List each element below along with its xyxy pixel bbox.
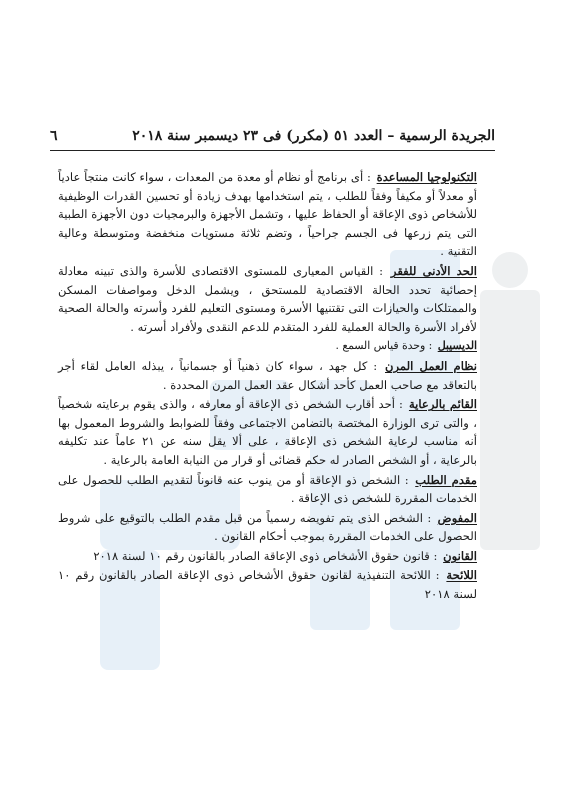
page-number: ٦ bbox=[50, 128, 58, 144]
definition-term: المفوض bbox=[437, 510, 477, 525]
definition-entry bbox=[58, 168, 477, 261]
definition-entry bbox=[58, 566, 477, 603]
definition-term: التكنولوجيا المساعدة bbox=[376, 170, 478, 184]
definitions-list bbox=[58, 168, 477, 605]
definition-text: : قانون حقوق الأشخاص ذوى الإعاقة الصادر بالقانون رقم ١٠ لسنة ٢٠١٨ bbox=[93, 548, 438, 563]
definition-text: : وحدة قياس السمع . bbox=[335, 339, 433, 353]
definition-entry bbox=[58, 509, 477, 546]
definition-entry bbox=[58, 395, 477, 469]
definition-entry bbox=[58, 262, 477, 336]
header-title: الجريدة الرسمية – العدد ٥١ (مكرر) فى ٢٣ ديسمبر سنة ٢٠١٨ bbox=[132, 128, 495, 144]
definition-text: : أحد أقارب الشخص ذى الإعاقة أو معارفه ، والذى يقوم برعايته شخصياً ، والتى ترى الوزارة المختصة بالتضامن الاجتماعى وفقاً للضوابط والشروط المعمول بها أنه مناسب لرعاية الشخص ذى الإعاقة ، على ألا يقل سنه عن ٢١ عاماً عند تكليفه بالرعاية ، أو الشخص الصادر له حكم قضائى أو قرار من النيابة العامة بالرعاية . bbox=[58, 397, 477, 467]
definition-term: مقدم الطلب bbox=[415, 472, 477, 487]
definition-entry bbox=[58, 337, 477, 356]
definition-term: الديسيبل bbox=[437, 339, 477, 353]
page-header bbox=[50, 128, 495, 151]
definition-term: الحد الأدنى للفقر bbox=[390, 263, 477, 278]
definition-entry bbox=[58, 357, 477, 394]
definition-term: نظام العمل المرن bbox=[385, 358, 477, 373]
definition-entry bbox=[58, 471, 477, 508]
definition-term: اللائحة bbox=[446, 568, 477, 583]
definition-text: : الشخص ذو الإعاقة أو من ينوب عنه قانوناً لتقديم الطلب للحصول على الخدمات المقررة للشخص ذى الإعاقة . bbox=[58, 472, 477, 506]
definition-text: : كل جهد ، سواء كان ذهنياً أو جسمانياً ، يبذله العامل لقاء أجر بالتعاقد مع صاحب العمل كأحد أشكال عقد العمل المرن المحددة . bbox=[58, 358, 477, 392]
definition-term: القائم بالرعاية bbox=[408, 397, 477, 412]
definition-text: : الشخص الذى يتم تفويضه رسمياً من قبل مقدم الطلب بالتوقيع على شروط الحصول على الخدمات المقررة بموجب أحكام القانون . bbox=[58, 510, 477, 544]
definition-entry bbox=[58, 547, 477, 566]
definition-text: : اللائحة التنفيذية لقانون حقوق الأشخاص ذوى الإعاقة الصادر بالقانون رقم ١٠ لسنة ٢٠١٨ bbox=[58, 568, 477, 602]
definition-text: : القياس المعيارى للمستوى الاقتصادى للأسرة والذى تبينه معادلة إحصائية تحدد الحالة الاقتصادية للمستحق ، ويشمل الدخل ومواصفات المسكن والممتلكات والحيازات التى تقتنيها الأسرة ومستوى التعليم للفرد وأسرته والحالة الصحية لأفراد الأسرة والحالة العملية للفرد المتقدم للدعم النقدى ولأفراد أسرته . bbox=[58, 263, 477, 334]
definition-text: : أى برنامج أو نظام أو معدة من المعدات ، سواء كانت منتجاً عادياً أو معدلاً أو مكيفاً وفقاً للطلب ، يتم استخدامها بهدف زيادة أو تحسين القدرات الوظيفية للأشخاص ذوى الإعاقة أو الحفاظ عليها ، وتشمل الأجهزة والبرمجيات دون الأجهزة الطبية التى يتم زرعها فى الجسم جراحياً ، وتضم ثلاثة مستويات منخفضة ومتوسطة وعالية التقنية . bbox=[58, 170, 477, 259]
definition-term: القانون bbox=[443, 548, 477, 563]
